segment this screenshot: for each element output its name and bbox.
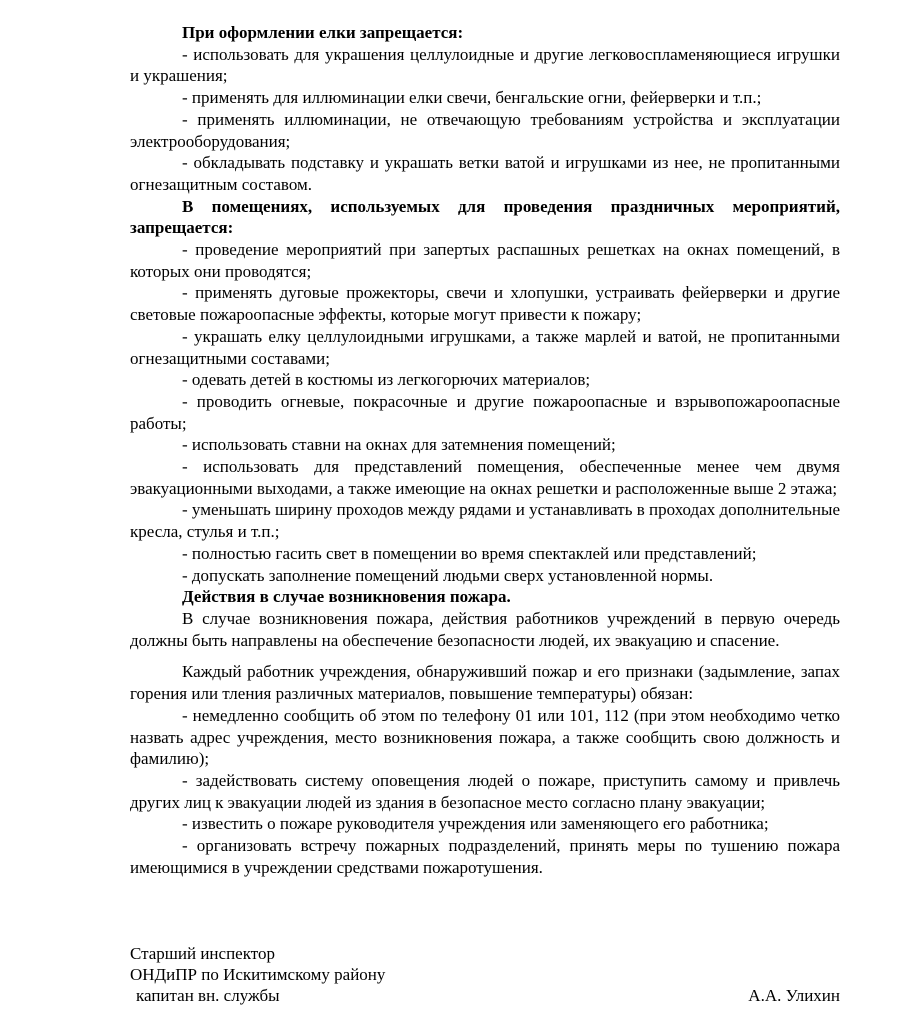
list-item: - использовать для украшения целлулоидные и другие легковоспламеняющиеся игрушки и украшения; xyxy=(130,44,840,86)
section-heading-fire-actions: Действия в случае возникновения пожара. xyxy=(182,587,511,607)
list-item: - одевать детей в костюмы из легкогорючих материалов; xyxy=(182,370,591,390)
list-item: - проведение мероприятий при запертых распашных решетках на окнах помещений, в которых они проводятся; xyxy=(130,240,840,281)
list-item: - полностью гасить свет в помещении во время спектаклей или представлений; xyxy=(182,543,757,563)
signature-name: А.А. Улихин xyxy=(748,986,840,1005)
list-item: - применять дуговые прожекторы, свечи и хлопушки, устраивать фейерверки и другие световые пожароопасные эффекты, которые могут привести к пожару; xyxy=(130,283,840,325)
section-heading-event-rooms: В помещениях, используемых для проведения праздничных мероприятий, запрещается: xyxy=(130,196,840,238)
signature-rank-row xyxy=(130,985,840,1006)
list-item: - задействовать систему оповещения людей о пожаре, приступить самому и привлечь других лиц к эвакуации людей из здания в безопасное место согласно плану эвакуации; xyxy=(130,770,840,812)
list-item: - проводить огневые, покрасочные и другие пожароопасные и взрывопожароопасные работы; xyxy=(130,391,840,433)
paragraph: В случае возникновения пожара, действия работников учреждений в первую очередь должны быть направлены на обеспечение безопасности людей, их эвакуацию и спасение. xyxy=(130,608,840,650)
list-item: - уменьшать ширину проходов между рядами и устанавливать в проходах дополнительные кресла, стулья и т.п.; xyxy=(130,500,840,542)
paragraph: Каждый работник учреждения, обнаруживший пожар и его признаки (задымление, запах горения или тления различных материалов, повышение температуры) обязан: xyxy=(130,662,840,704)
signature-department: ОНДиПР по Искитимскому району xyxy=(130,965,386,984)
list-item: - использовать для представлений помещения, обеспеченные менее чем двумя эвакуационными выходами, а также имеющие на окнах решетки и расположенные выше 2 этажа; xyxy=(130,457,840,498)
list-item: - немедленно сообщить об этом по телефону 01 или 101, 112 (при этом необходимо четко назвать адрес учреждения, место возникновения пожара, а также сообщить свою должность и фамилию); xyxy=(130,705,840,769)
list-item: - организовать встречу пожарных подразделений, принять меры по тушению пожара имеющимися в учреждении средствами пожаротушения. xyxy=(130,836,840,877)
list-item: - обкладывать подставку и украшать ветки ватой и игрушками из нее, не пропитанными огнезащитным составом. xyxy=(130,153,840,194)
document-body xyxy=(130,22,840,878)
list-item: - применять для иллюминации елки свечи, бенгальские огни, фейерверки и т.п.; xyxy=(182,88,762,108)
signature-rank: капитан вн. службы xyxy=(136,986,280,1005)
list-item: - украшать елку целлулоидными игрушками, а также марлей и ватой, не пропитанными огнезащитными составами; xyxy=(130,326,840,368)
list-item: - применять иллюминации, не отвечающую требованиям устройства и эксплуатации электрооборудования; xyxy=(130,109,840,151)
signature-block xyxy=(130,943,840,1006)
list-item: - использовать ставни на окнах для затемнения помещений; xyxy=(182,435,616,455)
list-item: - известить о пожаре руководителя учреждения или заменяющего его работника; xyxy=(182,814,769,834)
signature-position: Старший инспектор xyxy=(130,944,275,963)
list-item: - допускать заполнение помещений людьми сверх установленной нормы. xyxy=(182,565,714,585)
section-heading-tree-decoration: При оформлении елки запрещается: xyxy=(182,23,464,42)
